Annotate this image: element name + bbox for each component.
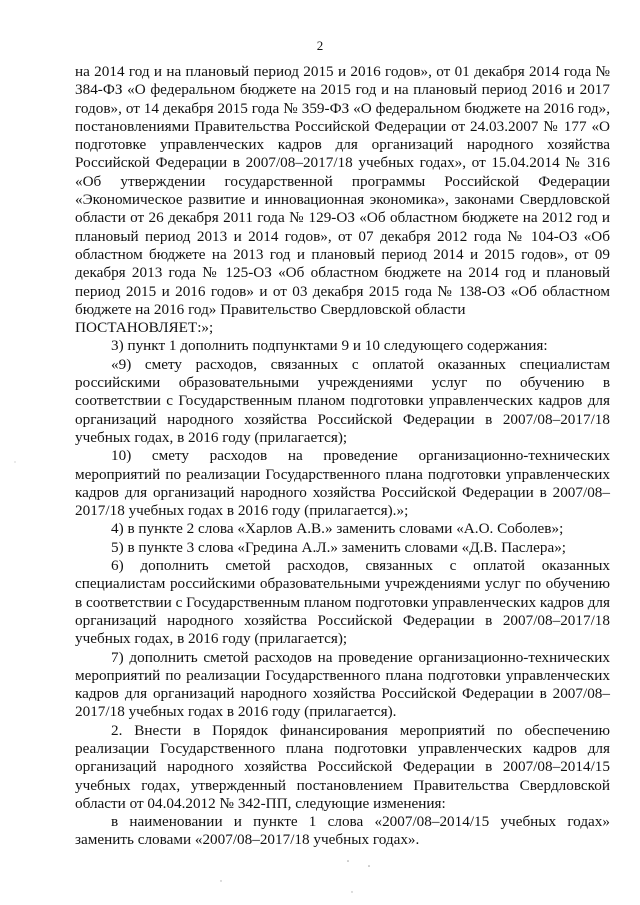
document-body: [75, 63, 610, 850]
paragraph-section-2-change: в наименовании и пункте 1 слова «2007/08–2014/15 учебных годах» заменить словами «2007/08–2017/18 учебных годах».: [75, 813, 610, 849]
paragraph-item-6: 6) дополнить сметой расходов, связанных с оплатой оказанных специалистам российскими образовательными учреждениями услуг по обучению в соответствии с Государственным планом подготовки управленческих кадров для организаций народного хозяйства Российской Федерации в 2007/08–2017/18 учебных годах, в 2016 году (прилагается);: [75, 557, 610, 648]
paragraph-item-7: 7) дополнить сметой расходов на проведение организационно-технических мероприятий по реализации Государственного плана подготовки управленческих кадров для организаций народного хозяйства Российской Федерации в 2007/08–2017/18 учебных годах в 2016 году (прилагается).: [75, 648, 610, 721]
scan-speck: [351, 891, 352, 892]
scan-speck: [220, 880, 221, 881]
paragraph-section-2: 2. Внести в Порядок финансирования мероприятий по обеспечению реализации Государственного плана подготовки управленческих кадров для организаций народного хозяйства Российской Федерации в 2007/08–2014/15 учебных годах, утвержденный постановлением Правительства Свердловской области от 04.04.2012 № 342-ПП, следующие изменения:: [75, 721, 610, 812]
scan-speck: [14, 461, 15, 462]
scan-speck: [368, 865, 370, 867]
page-number: 2: [316, 38, 324, 53]
paragraph-resolves: ПОСТАНОВЛЯЕТ:»;: [75, 319, 214, 337]
scan-speck: [347, 860, 349, 862]
paragraph-item-3: 3) пункт 1 дополнить подпунктами 9 и 10 следующего содержания:: [111, 337, 548, 355]
paragraph-subitem-9: «9) смету расходов, связанных с оплатой оказанных специалистам российскими образовательными учреждениями услуг по обучению в соответствии с Государственным планом подготовки управленческих кадров для организаций народного хозяйства Российской Федерации в 2007/08–2017/18 учебных годах, в 2016 году (прилагается);: [75, 355, 610, 446]
paragraph-subitem-10: 10) смету расходов на проведение организационно-технических мероприятий по реализации Государственного плана подготовки управленческих кадров для организаций народного хозяйства Российской Федерации в 2007/08–2017/18 учебных годах в 2016 году (прилагается).»;: [75, 447, 610, 520]
paragraph-legal-basis: на 2014 год и на плановый период 2015 и 2016 годов», от 01 декабря 2014 года № 384-ФЗ «О федеральном бюджете на 2015 год и на плановый период 2016 и 2017 годов», от 14 декабря 2015 года № 359-ФЗ «О федеральном бюджете на 2016 год», постановлениями Правительства Российской Федерации от 24.03.2007 № 177 «О подготовке управленческих кадров для организаций народного хозяйства Российской Федерации в 2007/08–2017/18 учебных годах», от 15.04.2014 № 316 «Об утверждении государственной программы Российской Федерации «Экономическое развитие и инновационная экономика», законами Свердловской области от 26 декабря 2011 года № 129-ОЗ «Об областном бюджете на 2012 год и плановый период 2013 и 2014 годов», от 07 декабря 2012 года № 104-ОЗ «Об областном бюджете на 2013 год и плановый период 2014 и 2015 годов», от 09 декабря 2013 года № 125-ОЗ «Об областном бюджете на 2014 год и плановый период 2015 и 2016 годов» и от 03 декабря 2015 года № 138-ОЗ «Об областном бюджете на 2016 год» Правительство Свердловской области: [75, 63, 610, 318]
paragraph-item-5: 5) в пункте 3 слова «Гредина А.Л.» заменить словами «Д.В. Паслера»;: [111, 538, 567, 556]
paragraph-item-4: 4) в пункте 2 слова «Харлов А.В.» заменить словами «А.О. Соболев»;: [111, 520, 564, 538]
